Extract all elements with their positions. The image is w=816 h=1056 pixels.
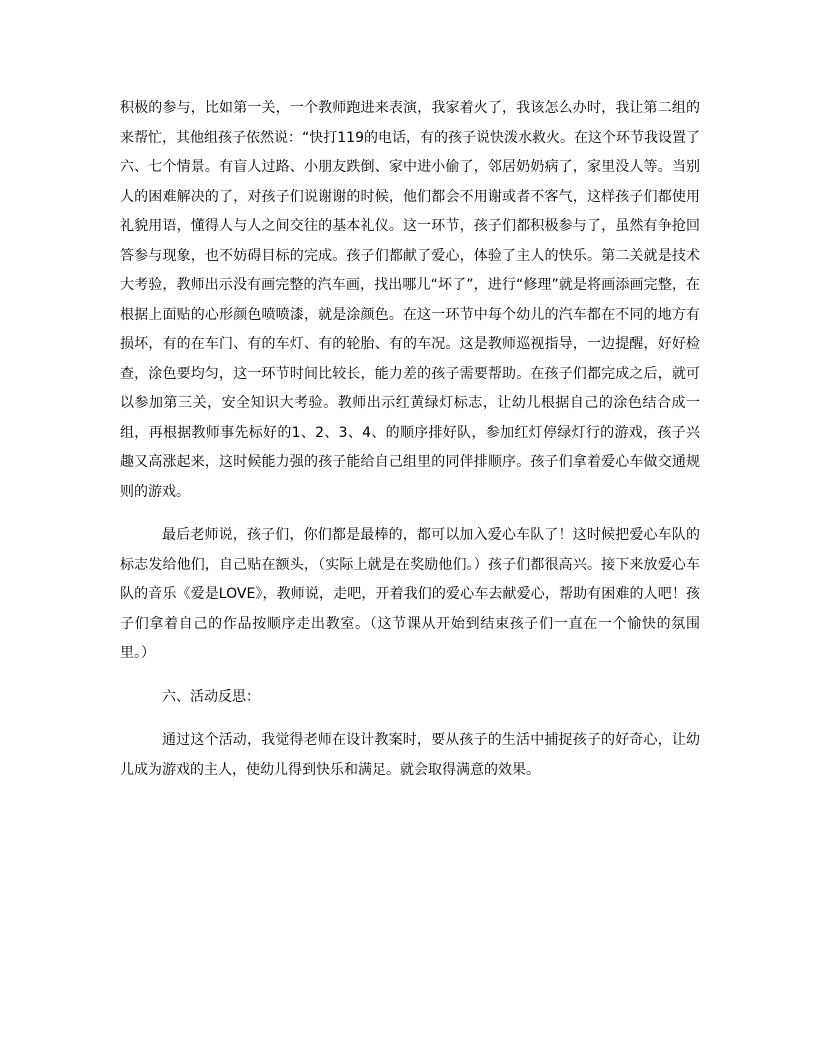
document-page bbox=[120, 94, 700, 785]
paragraph-activity-process: 积极的参与，比如第一关，一个教师跑进来表演，我家着火了，我该怎么办时，我让第二组的来帮忙，其他组孩子依然说：“快打119的电话，有的孩子说快泼水救火。在这个环节我设置了六、七个情景。有盲人过路、小朋友跌倒、家中进小偷了，邻居奶奶病了，家里没人等。当别人的困难解决的了，对孩子们说谢谢的时候，他们都会不用谢或者不客气，这样孩子们都使用礼貌用语，懂得人与人之间交往的基本礼仪。这一环节，孩子们都积极参与了，虽然有争抢回答参与现象，也不妨碍目标的完成。孩子们都献了爱心，体验了主人的快乐。第二关就是技术大考验，教师出示没有画完整的汽车画，找出哪儿“坏了”，进行“修理”就是将画添画完整，在根据上面贴的心形颜色喷喷漆，就是涂颜色。在这一环节中每个幼儿的汽车都在不同的地方有损坏，有的在车门、有的车灯、有的轮胎、有的车况。这是教师巡视指导，一边提醒，好好检查，涂色要均匀，这一环节时间比较长，能力差的孩子需要帮助。在孩子们都完成之后，就可以参加第三关，安全知识大考验。教师出示红黄绿灯标志，让幼儿根据自己的涂色结合成一组，再根据教师事先标好的1、2、3、4、的顺序排好队，参加红灯停绿灯行的游戏，孩子兴趣又高涨起来，这时候能力强的孩子能给自己组里的同伴排顺序。孩子们拿着爱心车做交通规则的游戏。 bbox=[120, 100, 700, 500]
section-heading-reflection: 六、活动反思： bbox=[162, 688, 260, 705]
paragraph-reflection: 通过这个活动，我觉得老师在设计教案时，要从孩子的生活中捕捉孩子的好奇心，让幼儿成为游戏的主人，使幼儿得到快乐和满足。就会取得满意的效果。 bbox=[120, 732, 700, 778]
paragraph-ending: 最后老师说，孩子们，你们都是最棒的，都可以加入爱心车队了！这时候把爱心车队的标志发给他们，自己贴在额头，（实际上就是在奖励他们。）孩子们都很高兴。接下来放爱心车队的音乐《爱是LOVE》，教师说，走吧，开着我们的爱心车去献爱心，帮助有困难的人吧！孩子们拿着自己的作品按顺序走出教室。（这节课从开始到结束孩子们一直在一个愉快的氛围里。） bbox=[120, 527, 700, 661]
